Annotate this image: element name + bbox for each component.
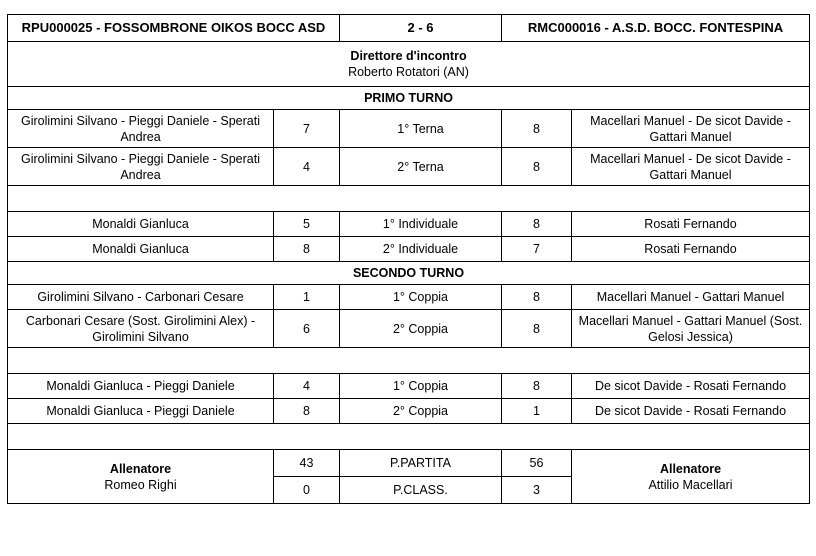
game-type: 1° Coppia xyxy=(340,285,502,310)
table-row xyxy=(8,310,810,348)
home-players: Carbonari Cesare (Sost. Girolimini Alex) - Girolimini Silvano xyxy=(8,310,274,348)
class-label: P.CLASS. xyxy=(340,477,502,504)
game-type: 2° Terna xyxy=(340,148,502,186)
home-players: Monaldi Gianluca xyxy=(8,237,274,262)
table-row xyxy=(8,399,810,424)
match-table xyxy=(7,14,810,504)
away-score: 8 xyxy=(502,148,572,186)
away-score: 8 xyxy=(502,110,572,148)
director-title: Direttore d'incontro xyxy=(350,49,467,63)
home-coach-name: Romeo Righi xyxy=(104,477,177,492)
match-report xyxy=(7,14,810,504)
header-row xyxy=(8,15,810,42)
home-score: 8 xyxy=(274,399,340,424)
home-score: 6 xyxy=(274,310,340,348)
home-score: 8 xyxy=(274,237,340,262)
home-score: 4 xyxy=(274,148,340,186)
director-name: Roberto Rotatori (AN) xyxy=(348,65,469,79)
section-title: SECONDO TURNO xyxy=(8,262,810,285)
class-home: 0 xyxy=(274,477,340,504)
home-score: 4 xyxy=(274,374,340,399)
table-row xyxy=(8,285,810,310)
away-score: 8 xyxy=(502,212,572,237)
home-score: 7 xyxy=(274,110,340,148)
game-type: 1° Terna xyxy=(340,110,502,148)
match-score: 2 - 6 xyxy=(340,15,502,42)
away-players: Macellari Manuel - De sicot Davide - Gattari Manuel xyxy=(572,110,810,148)
away-players: Macellari Manuel - Gattari Manuel (Sost. Gelosi Jessica) xyxy=(572,310,810,348)
home-players: Monaldi Gianluca - Pieggi Daniele xyxy=(8,399,274,424)
section-secondo-turno xyxy=(8,262,810,285)
blank-cell xyxy=(8,424,810,450)
director-cell xyxy=(8,42,810,87)
section-primo-turno xyxy=(8,87,810,110)
section-title: PRIMO TURNO xyxy=(8,87,810,110)
partita-label: P.PARTITA xyxy=(340,450,502,477)
home-players: Girolimini Silvano - Pieggi Daniele - Sperati Andrea xyxy=(8,110,274,148)
away-score: 8 xyxy=(502,374,572,399)
partita-away: 56 xyxy=(502,450,572,477)
blank-row xyxy=(8,348,810,374)
director-row xyxy=(8,42,810,87)
home-team: RPU000025 - FOSSOMBRONE OIKOS BOCC ASD xyxy=(8,15,340,42)
home-coach-cell xyxy=(8,450,274,504)
home-coach-title: Allenatore xyxy=(109,461,172,476)
class-away: 3 xyxy=(502,477,572,504)
away-coach-cell xyxy=(572,450,810,504)
away-players: De sicot Davide - Rosati Fernando xyxy=(572,374,810,399)
game-type: 1° Individuale xyxy=(340,212,502,237)
table-row xyxy=(8,110,810,148)
table-row xyxy=(8,148,810,186)
home-players: Monaldi Gianluca xyxy=(8,212,274,237)
home-players: Girolimini Silvano - Carbonari Cesare xyxy=(8,285,274,310)
away-players: Macellari Manuel - De sicot Davide - Gattari Manuel xyxy=(572,148,810,186)
away-players: Rosati Fernando xyxy=(572,237,810,262)
away-players: De sicot Davide - Rosati Fernando xyxy=(572,399,810,424)
game-type: 2° Individuale xyxy=(340,237,502,262)
away-players: Rosati Fernando xyxy=(572,212,810,237)
blank-row xyxy=(8,424,810,450)
table-row xyxy=(8,374,810,399)
away-coach-name: Attilio Macellari xyxy=(648,477,733,492)
table-row xyxy=(8,212,810,237)
partita-home: 43 xyxy=(274,450,340,477)
away-score: 8 xyxy=(502,285,572,310)
table-row xyxy=(8,237,810,262)
away-coach-title: Allenatore xyxy=(659,461,722,476)
home-players: Girolimini Silvano - Pieggi Daniele - Sperati Andrea xyxy=(8,148,274,186)
away-score: 1 xyxy=(502,399,572,424)
game-type: 2° Coppia xyxy=(340,310,502,348)
blank-cell xyxy=(8,186,810,212)
home-score: 1 xyxy=(274,285,340,310)
home-players: Monaldi Gianluca - Pieggi Daniele xyxy=(8,374,274,399)
blank-cell xyxy=(8,348,810,374)
away-score: 7 xyxy=(502,237,572,262)
game-type: 2° Coppia xyxy=(340,399,502,424)
home-score: 5 xyxy=(274,212,340,237)
blank-row xyxy=(8,186,810,212)
footer-row-partita xyxy=(8,450,810,477)
away-team: RMC000016 - A.S.D. BOCC. FONTESPINA xyxy=(502,15,810,42)
away-players: Macellari Manuel - Gattari Manuel xyxy=(572,285,810,310)
away-score: 8 xyxy=(502,310,572,348)
game-type: 1° Coppia xyxy=(340,374,502,399)
